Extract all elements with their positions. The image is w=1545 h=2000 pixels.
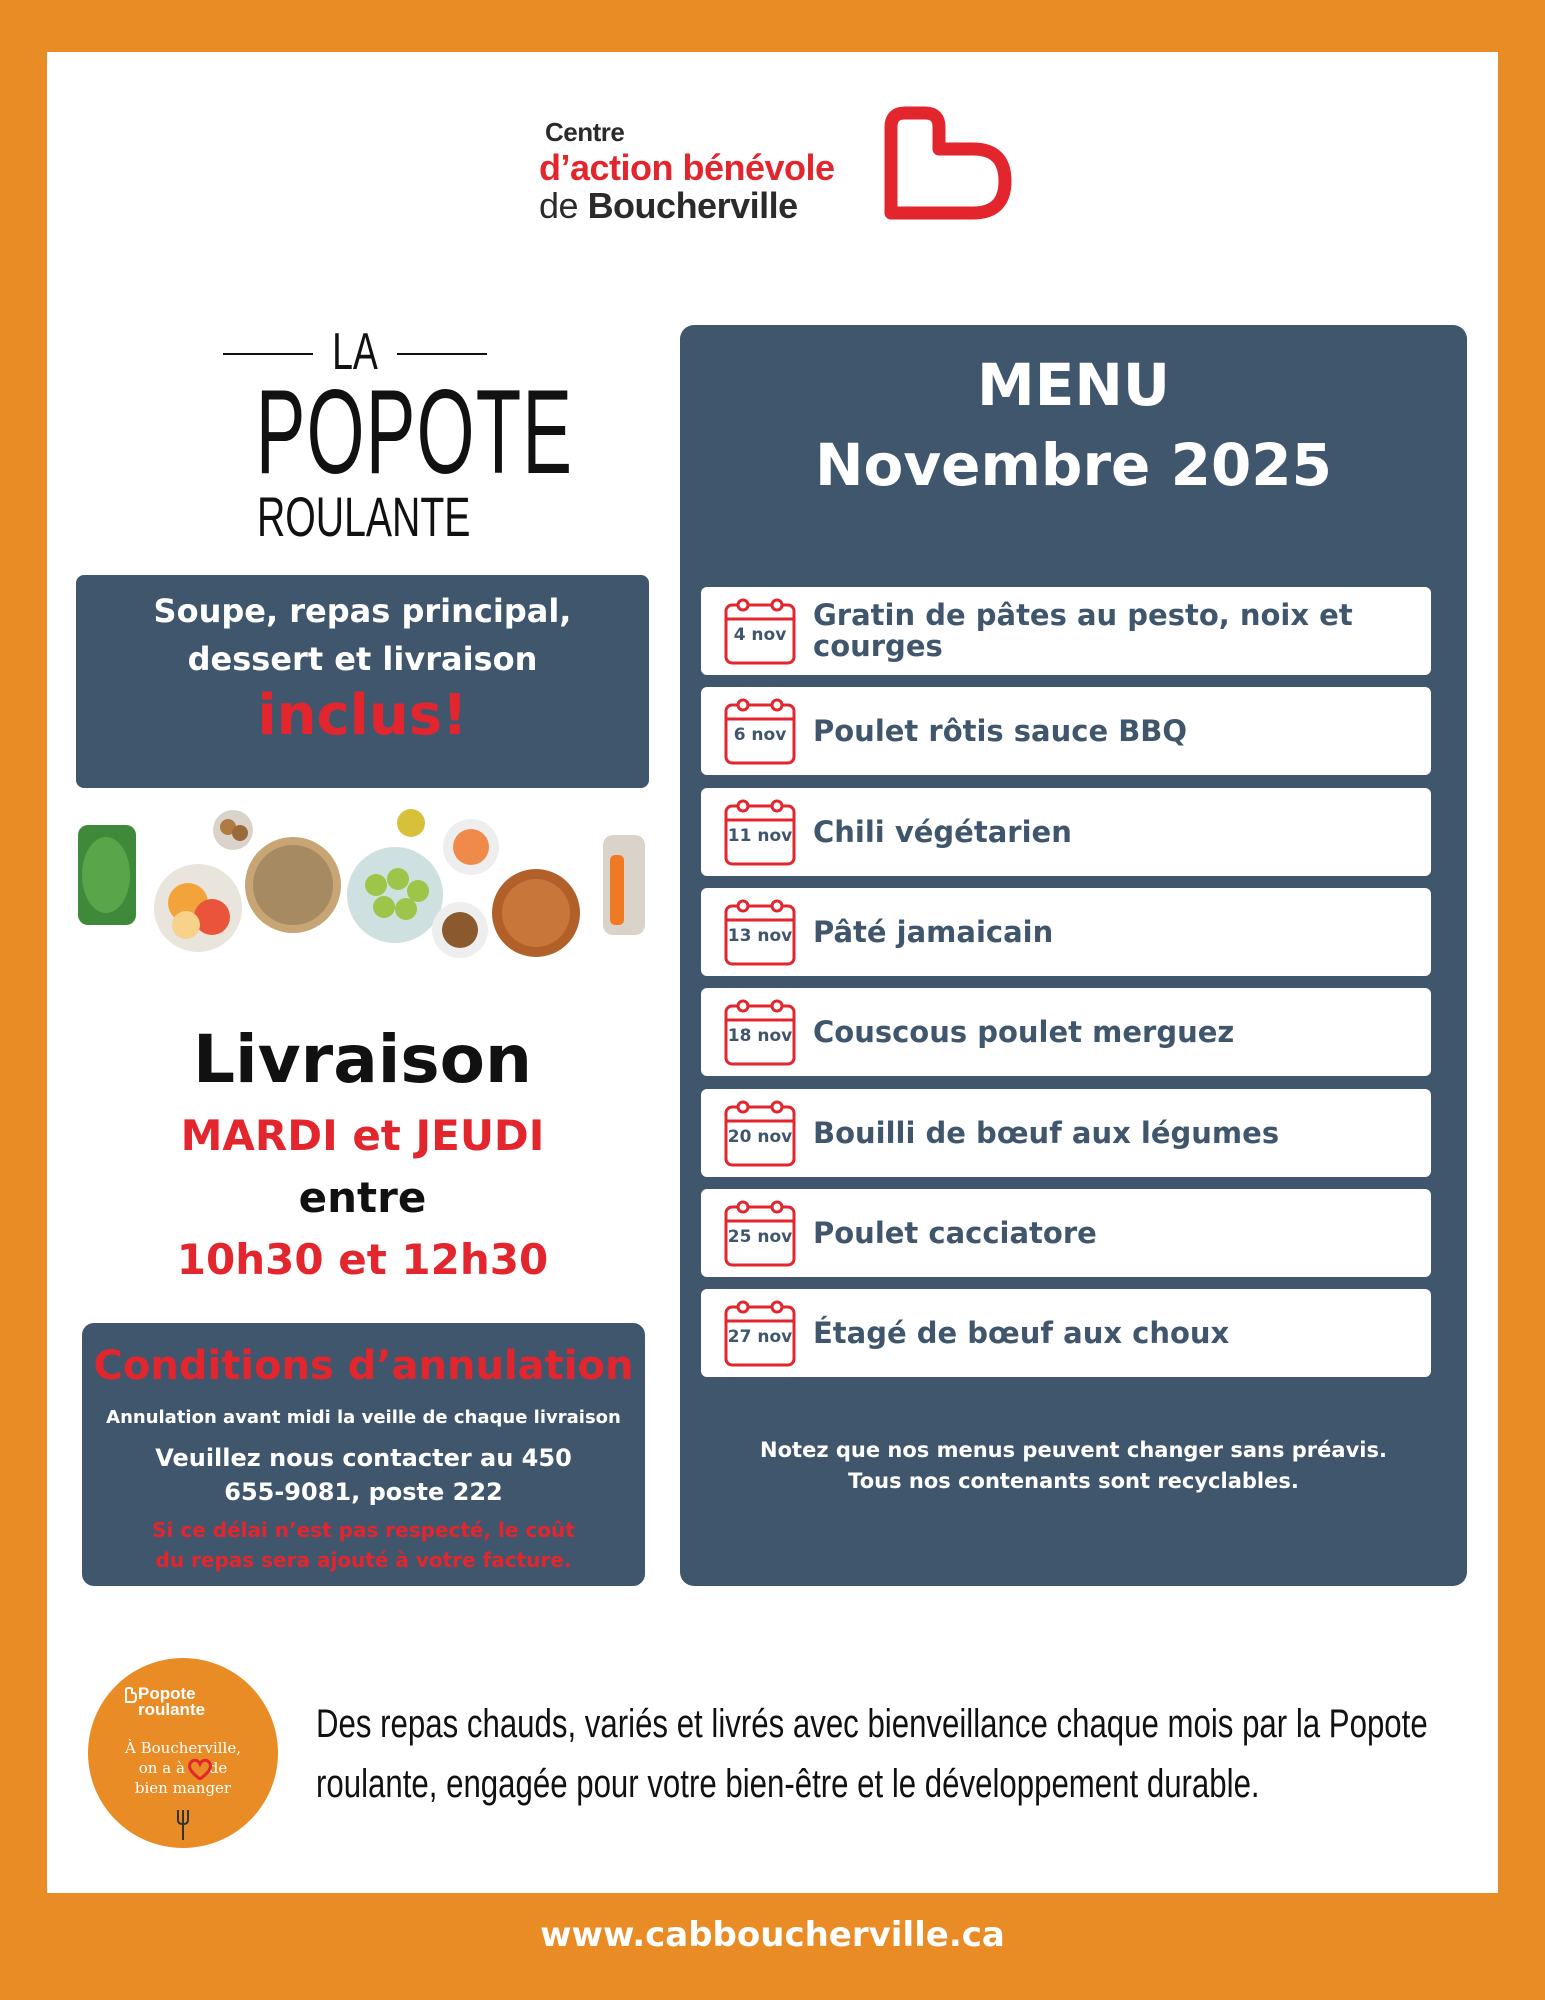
menu-item	[701, 1289, 1431, 1377]
popote-roulante-title	[215, 320, 574, 548]
delivery-days: MARDI et JEUDI	[180, 1111, 545, 1160]
cancellation-box	[82, 1323, 645, 1586]
badge-brand-line-1: Popote	[138, 1684, 196, 1703]
menu-item	[701, 1089, 1431, 1177]
cancellation-title: Conditions d’annulation	[93, 1343, 634, 1389]
menu-title	[680, 345, 1467, 505]
menu-date: 27 nov	[727, 1327, 793, 1347]
included-text: Soupe, repas principal, dessert et livraison	[153, 592, 572, 678]
fork-icon	[176, 1810, 190, 1840]
cab-logo[interactable]	[533, 97, 1013, 237]
badge-slogan-line-2: on a à de	[138, 1759, 228, 1777]
title-roulante: ROULANTE	[257, 485, 471, 548]
cancellation-deadline: Annulation avant midi la veille de chaque livraison	[106, 1407, 621, 1428]
menu-item	[701, 587, 1431, 675]
menu-note	[680, 1435, 1467, 1497]
delivery-title: Livraison	[192, 1021, 533, 1098]
logo-line-3-name: Boucherville	[587, 185, 798, 226]
title-popote: POPOTE	[255, 365, 574, 499]
menu-dish: Chili végétarien	[813, 814, 1072, 849]
logo-line-2: d’action bénévole	[539, 147, 835, 188]
menu-panel	[680, 325, 1467, 1586]
logo-line-1: Centre	[545, 117, 625, 147]
menu-item	[701, 788, 1431, 876]
badge-brand-line-2: roulante	[138, 1700, 206, 1719]
delivery-hours: 10h30 et 12h30	[176, 1235, 549, 1284]
menu-date: 25 nov	[727, 1227, 793, 1247]
menu-dish: Pâté jamaicain	[813, 914, 1054, 949]
title-la: LA	[332, 323, 378, 381]
included-highlight: inclus!	[257, 683, 468, 748]
heart-logo-icon	[877, 105, 1013, 221]
menu-dish: Étagé de bœuf aux choux	[813, 1315, 1230, 1350]
menu-date: 18 nov	[727, 1026, 793, 1046]
delivery-between: entre	[298, 1173, 427, 1222]
menu-date: 4 nov	[733, 625, 787, 645]
menu-dish: Couscous poulet merguez	[813, 1014, 1235, 1049]
menu-date: 20 nov	[727, 1127, 793, 1147]
menu-date: 11 nov	[727, 826, 793, 846]
delivery-info	[76, 1015, 649, 1291]
logo-line-3	[539, 185, 798, 227]
red-heart-icon	[187, 1758, 213, 1780]
logo-line-3-prefix: de	[539, 185, 579, 226]
menu-note-line-1: Notez que nos menus peuvent changer sans préavis.	[760, 1438, 1387, 1462]
badge-slogan	[88, 1738, 278, 1798]
website-link[interactable]: www.cabboucherville.ca	[540, 1915, 1005, 1955]
menu-heading: MENU	[977, 351, 1170, 419]
mini-heart-icon	[124, 1686, 138, 1704]
menu-date: 13 nov	[727, 926, 793, 946]
badge-slogan-line-3: bien manger	[134, 1779, 232, 1797]
popote-badge	[88, 1658, 278, 1848]
included-box	[76, 575, 649, 788]
cancellation-contact: Veuillez nous contacter au 450 655-9081, poste 222	[155, 1444, 572, 1506]
tagline: Des repas chauds, variés et livrés avec bienveillance chaque mois par la Popote roulante, engagée pour votre bien-être et le développement durable.	[316, 1702, 1428, 1806]
menu-note-line-2: Tous nos contenants sont recyclables.	[848, 1469, 1299, 1493]
menu-item	[701, 988, 1431, 1076]
food-bowls-image	[78, 805, 645, 965]
menu-dish: Poulet rôtis sauce BBQ	[813, 713, 1188, 748]
menu-item	[701, 1189, 1431, 1277]
cancellation-warning: Si ce délai n’est pas respecté, le coût du repas sera ajouté à votre facture.	[152, 1518, 575, 1572]
menu-dish: Bouilli de bœuf aux légumes	[813, 1115, 1280, 1150]
menu-month: Novembre 2025	[814, 431, 1333, 499]
menu-dish: Poulet cacciatore	[813, 1215, 1097, 1250]
menu-item	[701, 888, 1431, 976]
menu-item	[701, 687, 1431, 775]
badge-slogan-line-1: À Boucherville,	[125, 1739, 241, 1757]
menu-dish: Gratin de pâtes au pesto, noix et courges	[813, 598, 1353, 663]
badge-brand	[138, 1686, 205, 1718]
menu-date: 6 nov	[733, 725, 787, 745]
